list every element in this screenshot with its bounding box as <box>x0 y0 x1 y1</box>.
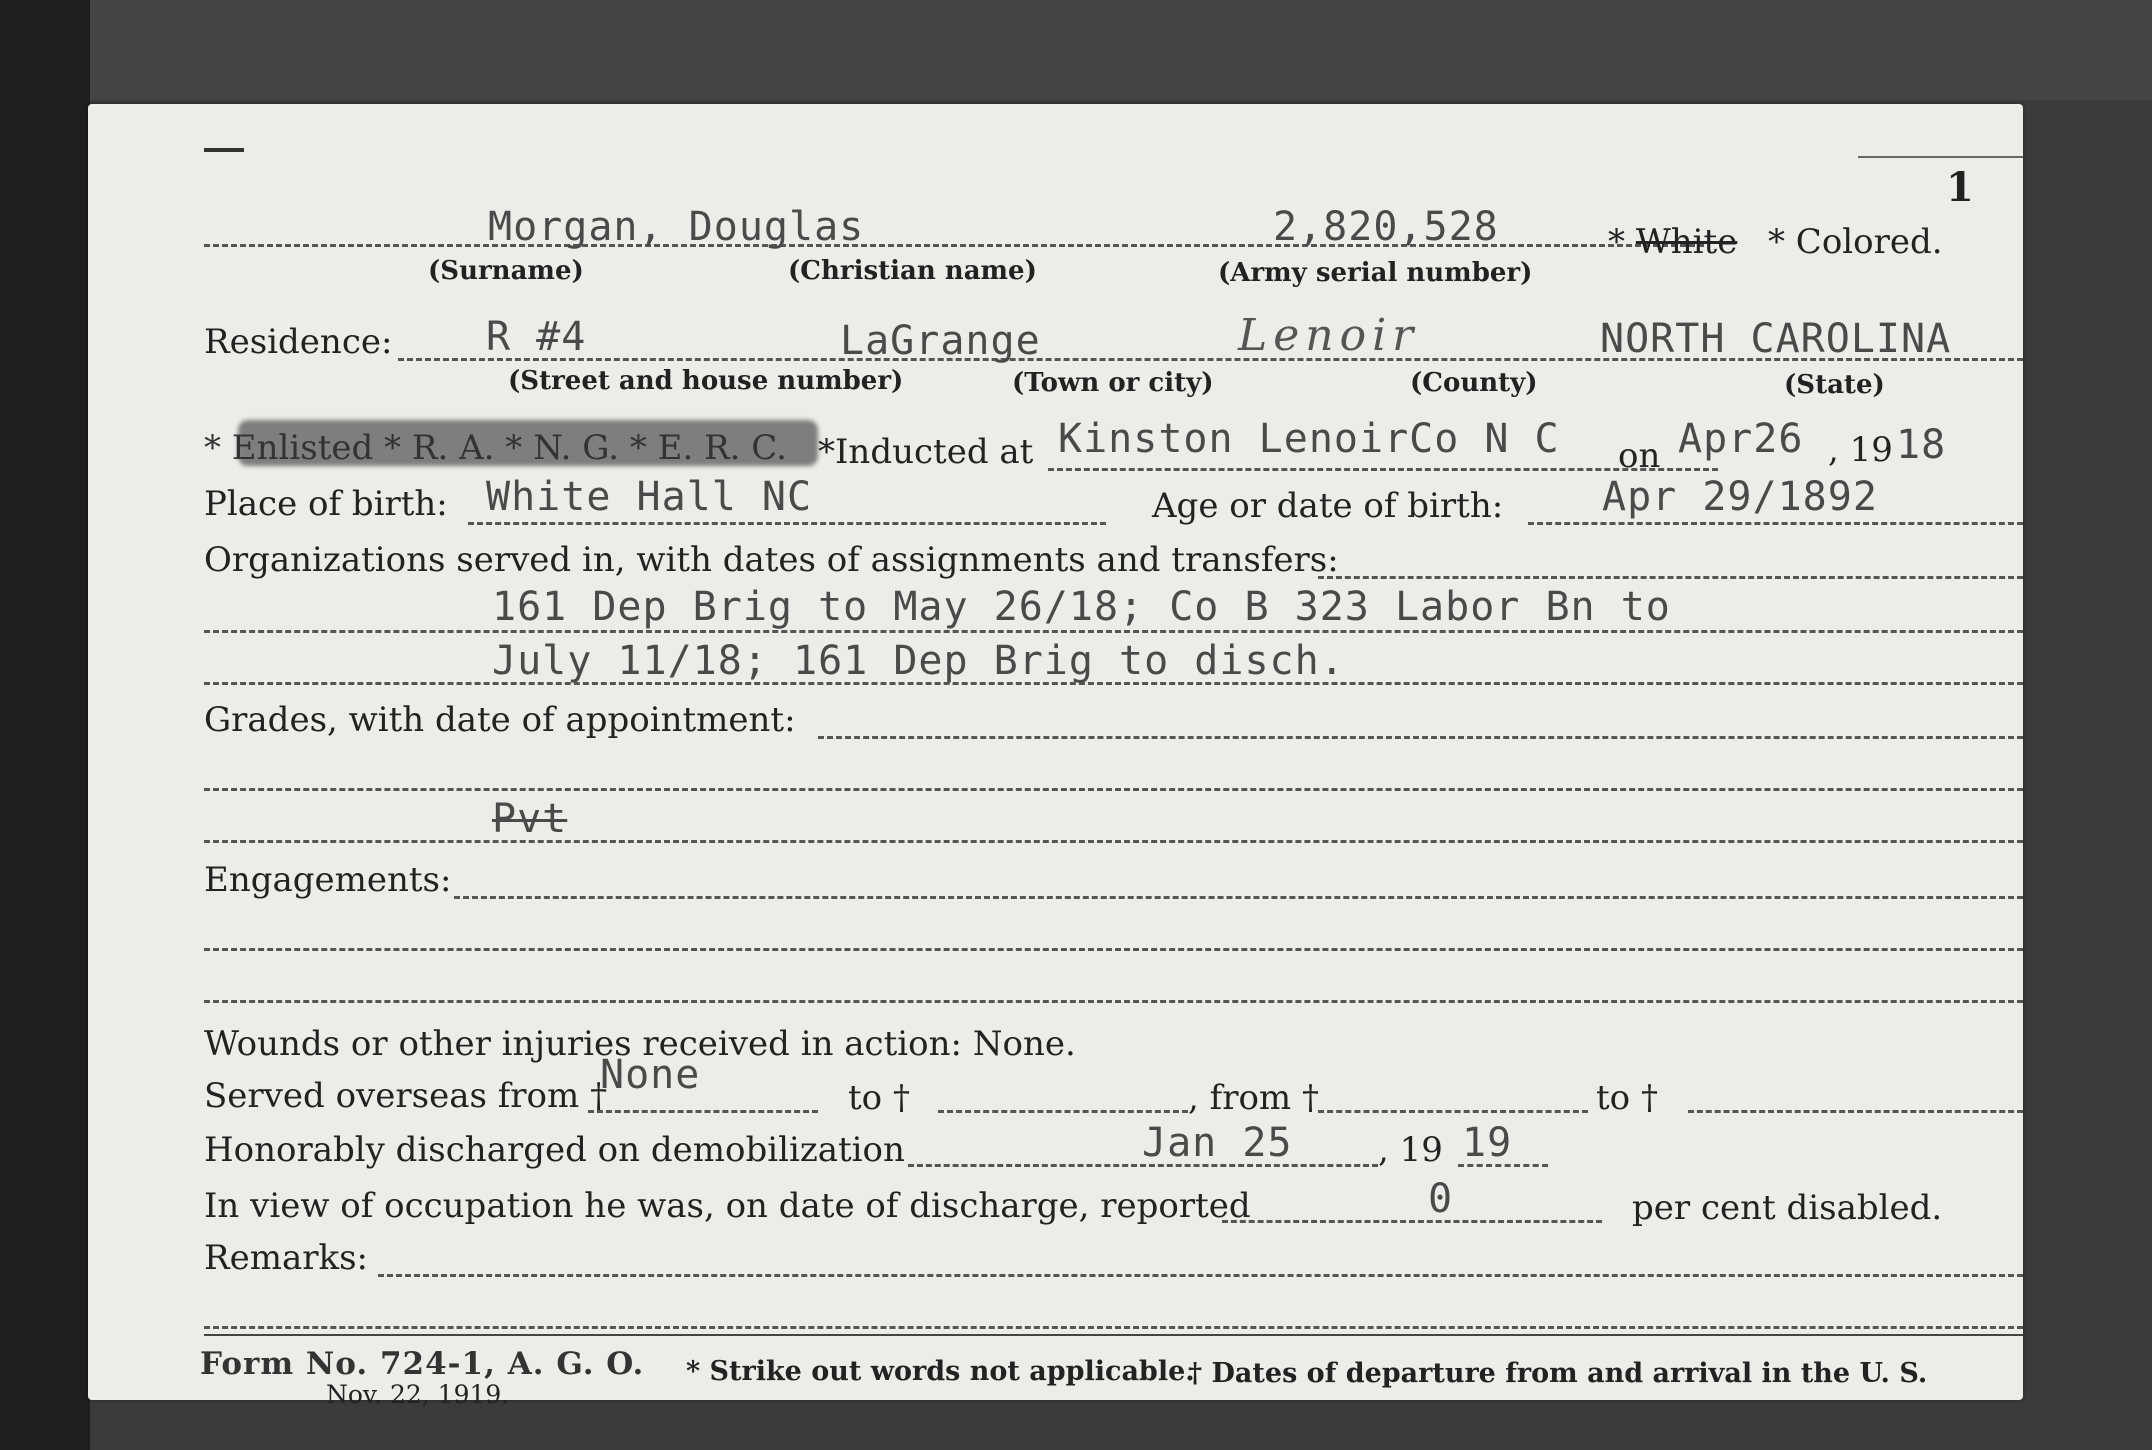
overseas-to-line <box>938 1110 1188 1113</box>
birth-place-label: Place of birth: <box>204 484 448 524</box>
birth-date-label: Age or date of birth: <box>1152 486 1504 526</box>
serial-value: 2,820,528 <box>1273 204 1499 250</box>
footnote-dates: † Dates of departure from and arrival in the U. S. <box>1188 1358 1928 1389</box>
org-entry-2: July 11/18; 161 Dep Brig to disch. <box>492 638 1345 684</box>
background-top <box>0 0 2152 100</box>
background-left <box>0 0 90 1450</box>
disability-suffix: per cent disabled. <box>1632 1188 1943 1228</box>
overseas-to-label: to † <box>848 1078 910 1118</box>
discharged-label: Honorably discharged on demobilization <box>204 1130 905 1170</box>
engagements-line-2 <box>204 948 2023 951</box>
form-date: Nov. 22, 1919. <box>326 1380 510 1409</box>
overseas-from-label-2: , from † <box>1188 1078 1319 1118</box>
org-line-1 <box>204 630 2023 633</box>
org-entry-1: 161 Dep Brig to May 26/18; Co B 323 Labor Bn to <box>492 584 1671 630</box>
birth-date-line <box>1528 522 2023 525</box>
street-value: R #4 <box>486 314 587 360</box>
inducted-year: 18 <box>1896 422 1947 468</box>
remarks-line-2 <box>204 1326 2023 1329</box>
engagements-line <box>454 896 2023 899</box>
inducted-date: Apr26 <box>1678 416 1804 462</box>
birth-place-value: White Hall NC <box>486 474 813 520</box>
state-caption: (State) <box>1784 370 1885 400</box>
card-number: 1 <box>1946 164 1974 211</box>
birth-date-value: Apr 29/1892 <box>1602 474 1878 520</box>
grades-line <box>818 736 2023 739</box>
grades-line-2 <box>204 788 2023 791</box>
inducted-year-prefix: , 19 <box>1828 430 1893 470</box>
grades-line-3 <box>204 840 2023 843</box>
form-number: Form No. 724-1, A. G. O. <box>200 1346 645 1382</box>
disability-line <box>1222 1220 1602 1223</box>
christian-name-caption: (Christian name) <box>788 256 1037 286</box>
service-record-card <box>88 104 2023 1409</box>
residence-label: Residence: <box>204 322 393 362</box>
overseas-label: Served overseas from † <box>204 1076 608 1116</box>
inducted-place: Kinston LenoirCo N C <box>1058 416 1560 462</box>
overseas-from-line <box>588 1110 818 1113</box>
remarks-line <box>378 1274 2023 1277</box>
birth-place-line <box>468 522 1106 525</box>
on-label: on <box>1618 436 1661 476</box>
number-rule <box>1858 156 2023 158</box>
disability-label: In view of occupation he was, on date of discharge, reported <box>204 1186 1251 1226</box>
overseas-value: None <box>600 1052 701 1098</box>
overseas-to-label-2: to † <box>1596 1078 1658 1118</box>
surname-caption: (Surname) <box>428 256 584 286</box>
street-caption: (Street and house number) <box>508 366 904 396</box>
wounds-label: Wounds or other injuries received in action: None. <box>204 1024 1076 1064</box>
footnote-strike: * Strike out words not applicable. <box>686 1356 1195 1387</box>
state-value: NORTH CAROLINA <box>1600 316 1952 362</box>
grades-label: Grades, with date of appointment: <box>204 700 796 740</box>
corner-dash <box>204 148 244 152</box>
county-caption: (County) <box>1410 368 1538 398</box>
enlisted-options: * Enlisted * R. A. * N. G. * E. R. C. <box>204 428 787 468</box>
name-value: Morgan, Douglas <box>488 204 865 250</box>
overseas-to-line-2 <box>1688 1110 2023 1113</box>
discharge-year: 19 <box>1462 1120 1513 1166</box>
discharge-year-prefix: , 19 <box>1378 1130 1443 1170</box>
race-white-label: * White <box>1608 222 1738 262</box>
inducted-label: *Inducted at <box>818 432 1034 472</box>
engagements-line-3 <box>204 1000 2023 1003</box>
engagements-label: Engagements: <box>204 860 452 900</box>
remarks-label: Remarks: <box>204 1238 368 1278</box>
grade-value: Pvt <box>492 796 568 842</box>
race-colored-label: * Colored. <box>1768 222 1943 262</box>
serial-caption: (Army serial number) <box>1218 258 1533 288</box>
town-value: LaGrange <box>840 318 1041 364</box>
footer-rule <box>204 1334 2023 1336</box>
organizations-label: Organizations served in, with dates of assignments and transfers: <box>204 540 1339 580</box>
discharge-date: Jan 25 <box>1142 1120 1293 1166</box>
overseas-from-line-2 <box>1318 1110 1588 1113</box>
town-caption: (Town or city) <box>1012 368 1214 398</box>
organizations-line <box>1318 576 2023 579</box>
disability-value: 0 <box>1428 1176 1454 1222</box>
county-value: Lenoir <box>1238 310 1420 361</box>
